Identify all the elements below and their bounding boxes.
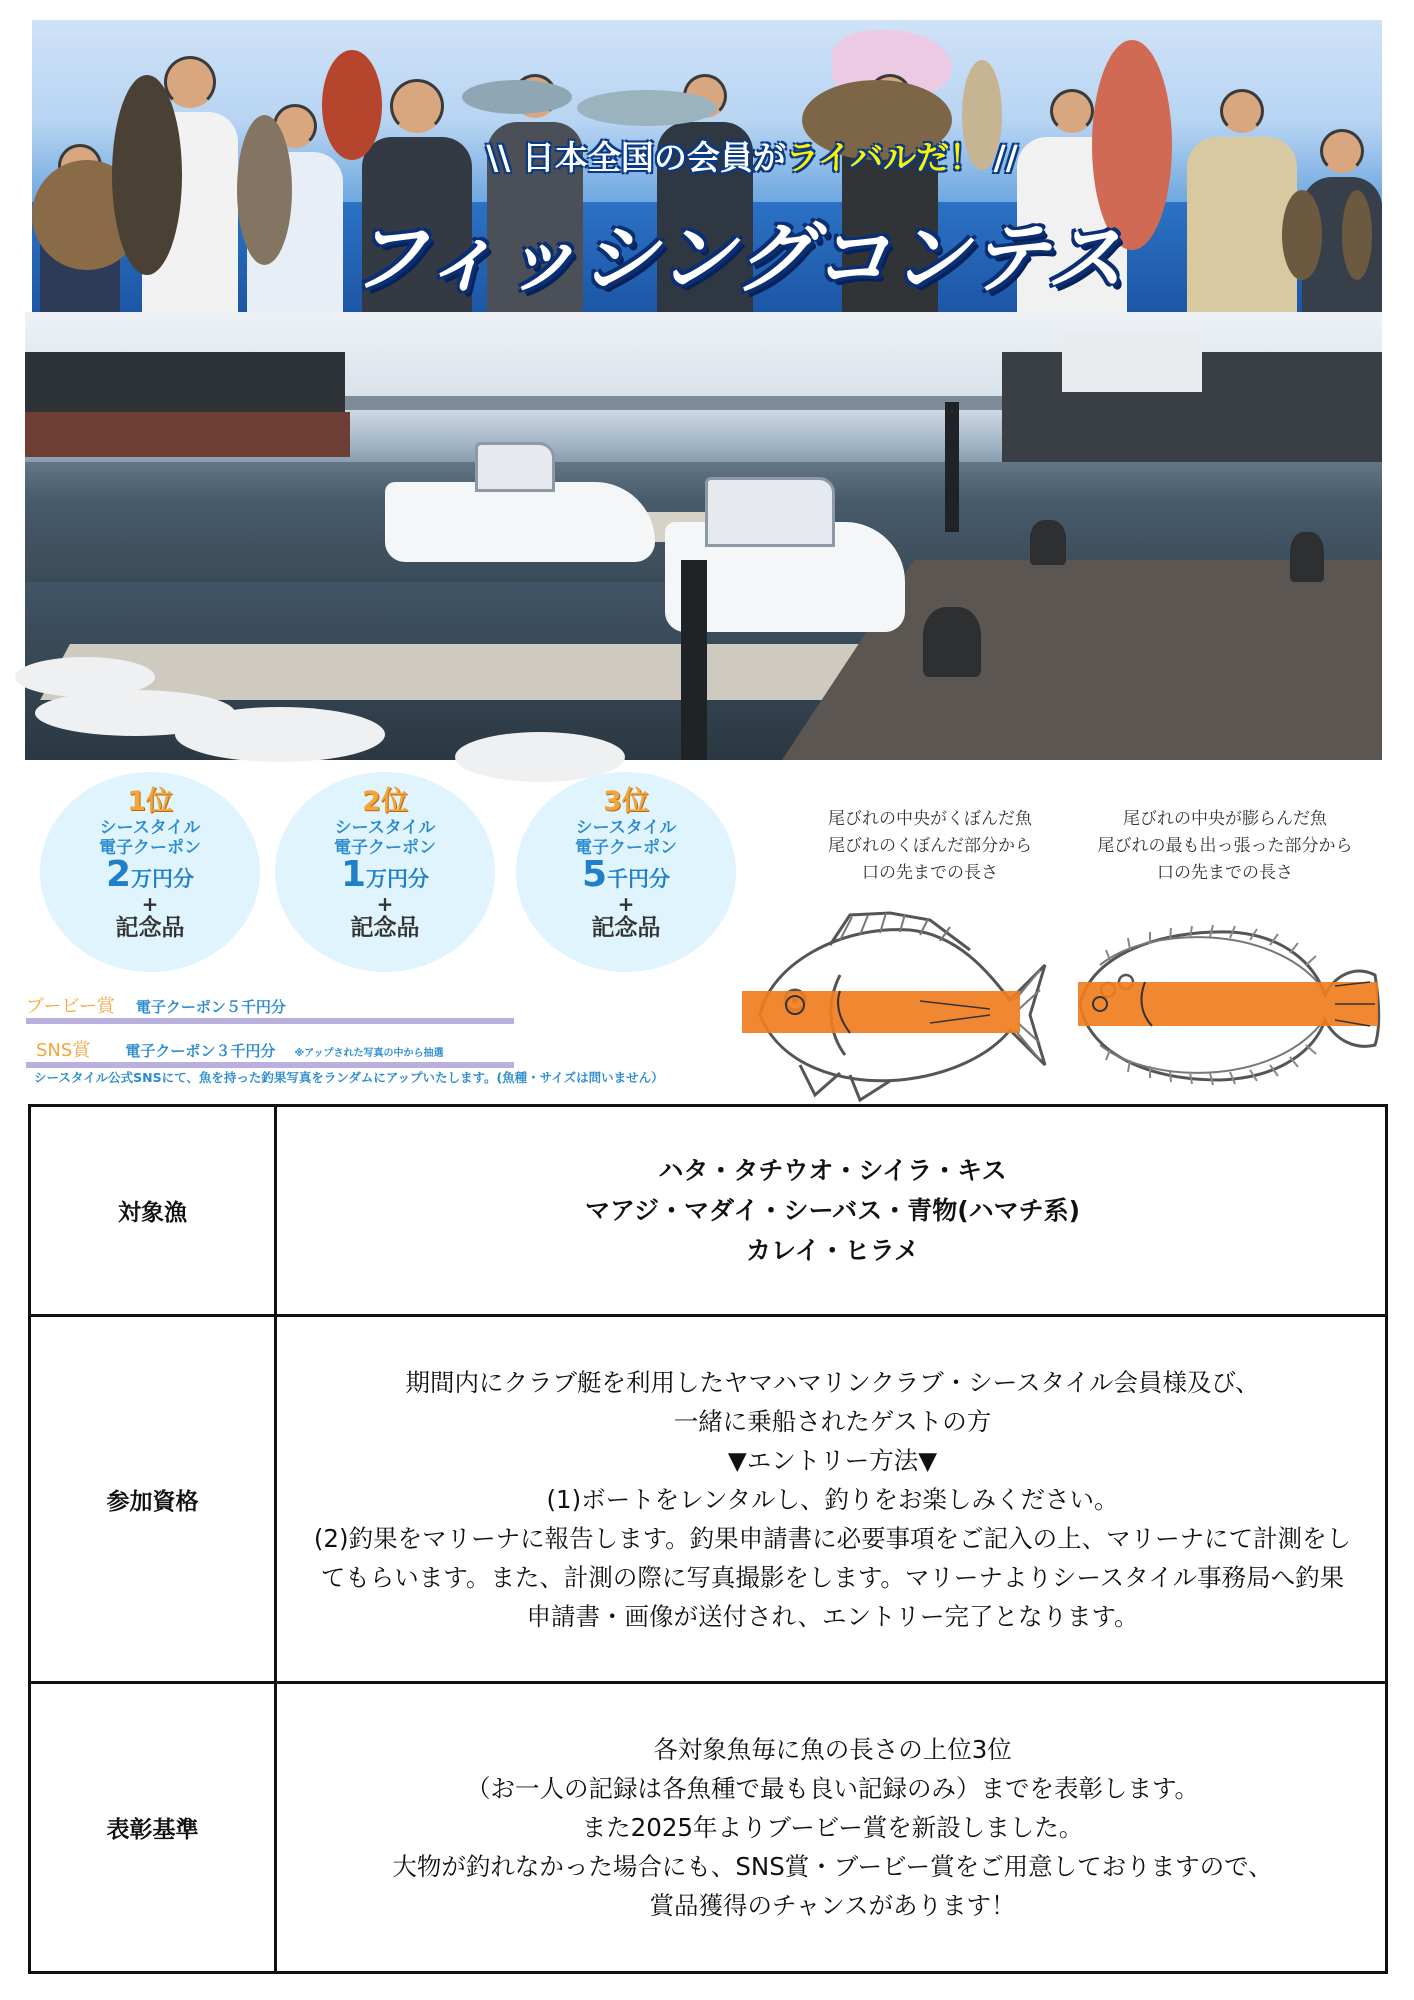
angler-photo [1187,89,1297,312]
row-content: 期間内にクラブ艇を利用したヤマハマリンクラブ・シースタイル会員様及び、 一緒に乗船されたゲストの方 ▼エントリー方法▼ (1)ボートをレンタルし、釣りをお楽しみください。 (2)釣果をマリーナに報告します。釣果申請書に必要事項をご記入の上、マリーナにて計測をしてもらいます。また、計測の際に写真撮影をします。マリーナよりシースタイル事務局へ釣果申請書・画像が送付され、エントリー完了となります。 [313,1367,1352,1631]
row-label: 表彰基準 [31,1684,277,1971]
sns-note: シースタイル公式SNSにて、魚を持った釣果写真をランダムにアップいたします。(魚種・サイズは問いません） [34,1070,664,1085]
prize-3rd: 3位 シースタイル 電子クーポン 5千円分 + 記念品 [516,772,736,972]
banner-tagline: \\ 日本全国の会員がライバルだ！ // [486,138,1018,177]
booby-prize: ブービー賞 電子クーポン５千円分 [26,996,286,1017]
table-row-target-fish [31,1107,1385,1317]
fish-icon [577,90,717,126]
prize-amount: 1万円分 [340,854,430,895]
fish-icon [1342,190,1372,280]
contest-banner [32,20,1382,312]
fish-icon [112,75,182,275]
prize-2nd: 2位 シースタイル 電子クーポン 1万円分 + 記念品 [275,772,495,972]
measure-caption-forked: 尾びれの中央がくぼんだ魚 尾びれのくぼんだ部分から 口の先までの長さ [828,809,1032,883]
table-row-criteria [31,1684,1385,1971]
contest-info-table [28,1104,1388,1974]
table-row-eligibility [31,1317,1385,1684]
row-content: 各対象魚毎に魚の長さの上位3位 （お一人の記録は各魚種で最も良い記録のみ）までを表彰します。 また2025年よりブービー賞を新設しました。 大物が釣れなかった場合にも、SNS賞・ブービー賞をご用意しておりますので、 賞品獲得のチャンスがあります！ [392,1735,1273,1920]
row-content: ハタ・タチウオ・シイラ・キス マアジ・マダイ・シーバス・青物(ハマチ系) カレイ・ヒラメ [584,1155,1081,1265]
boat-image [385,482,655,562]
sns-prize: SNS賞 電子クーポン３千円分 ※アップされた写真の中から抽選 [36,1040,444,1061]
banner-title: フィッシングコンテス [349,214,1125,304]
prize-rank: 1位 [127,786,173,817]
prize-1st: 1位 シースタイル 電子クーポン 2万円分 + 記念品 [40,772,260,972]
row-label: 参加資格 [31,1317,277,1681]
harbor-photo [25,312,1382,760]
prize-amount: 2万円分 [105,854,195,895]
prize-rank: 2位 [362,786,408,817]
fish-icon [322,50,382,160]
rounded-tail-fish-diagram [1070,920,1380,1090]
fish-icon [1282,190,1322,280]
forked-tail-fish-diagram [740,905,1060,1105]
row-label: 対象漁 [31,1107,277,1314]
divider [26,1018,514,1024]
prize-rank: 3位 [603,786,649,817]
fish-icon [237,115,292,265]
fish-icon [462,80,572,114]
measure-caption-rounded: 尾びれの中央が膨らんだ魚 尾びれの最も出っ張った部分から 口の先までの長さ [1097,809,1353,883]
prize-amount: 5千円分 [581,854,671,895]
